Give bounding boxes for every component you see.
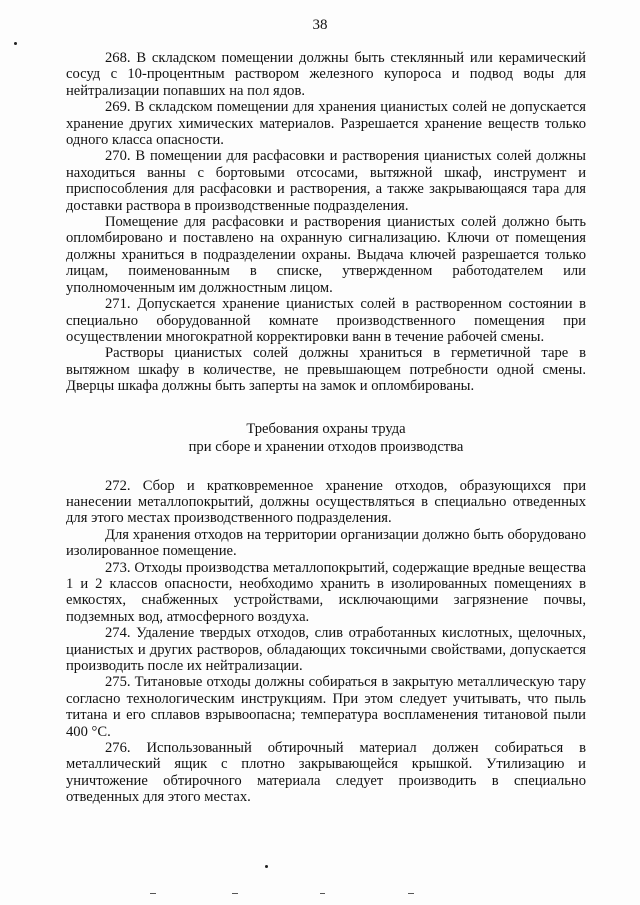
section-heading-line-2: при сборе и хранении отходов производства <box>188 438 464 455</box>
paragraph-269: 269. В складском помещении для хранения цианистых солей не допускается хранение других химических материалов. Разрешается хранение веществ только одного класса опасности. <box>66 99 586 149</box>
paragraph-271-continued: Растворы цианистых солей должны храниться в герметичной таре в вытяжном шкафу в количестве, не превышающем потребности одной смены. Дверцы шкафа должны быть заперты на замок и опломбированы. <box>66 345 586 395</box>
section-heading-line-1: Требования охраны труда <box>246 420 406 437</box>
scan-mark <box>408 893 414 894</box>
paragraph-276: 276. Использованный обтирочный материал должен собираться в металлический ящик с плотно закрывающейся крышкой. Утилизацию и уничтожение обтирочного материала следует производить в специально отведенных для этого местах. <box>66 740 586 806</box>
page-content <box>66 50 586 806</box>
paragraph-271: 271. Допускается хранение цианистых солей в растворенном состоянии в специально оборудованной комнате производственного помещения при осуществлении многократной корректировки ванн в течение рабочей смены. <box>66 296 586 345</box>
scan-mark <box>232 893 238 894</box>
scan-speck <box>14 42 17 45</box>
paragraph-270: 270. В помещении для расфасовки и растворения цианистых солей должны находиться ванны с бортовыми отсосами, вытяжной шкаф, инструмент и приспособления для расфасовки и растворения, а также закрывающаяся тара для доставки раствора в производственные подразделения. <box>66 148 586 214</box>
paragraph-274: 274. Удаление твердых отходов, слив отработанных кислотных, щелочных, цианистых и других растворов, обладающих токсичными свойствами, допускается производить после их нейтрализации. <box>66 625 586 674</box>
paragraph-268: 268. В складском помещении должны быть стеклянный или керамический сосуд с 10-процентным раствором железного купороса и подвод воды для нейтрализации попавших на пол ядов. <box>66 50 586 99</box>
paragraph-275: 275. Титановые отходы должны собираться в закрытую металлическую тару согласно технологическим инструкциям. При этом следует учитывать, что пыль титана и его сплавов взрывоопасна; температура воспламенения титановой пыли 400 °С. <box>66 674 586 740</box>
scan-mark <box>320 893 325 894</box>
section-heading <box>66 420 586 456</box>
page-number: 38 <box>312 17 328 33</box>
scan-speck <box>265 865 268 868</box>
paragraph-272-continued: Для хранения отходов на территории организации должно быть оборудовано изолированное помещение. <box>66 526 586 560</box>
paragraph-270-continued: Помещение для расфасовки и растворения цианистых солей должно быть опломбировано и поставлено на охранную сигнализацию. Ключи от помещения должны храниться в подразделении охраны. Выдача ключей разрешается только лицам, поименованным в списке, утвержденном работодателем или уполномоченным им должностным лицом. <box>66 214 586 296</box>
paragraph-273: 273. Отходы производства металлопокрытий, содержащие вредные вещества 1 и 2 классов опасности, необходимо хранить в изолированных помещениях в емкостях, снабженных устройствами, исключающими загрязнение почвы, подземных вод, атмосферного воздуха. <box>66 559 586 625</box>
scan-mark <box>150 893 156 894</box>
paragraph-272: 272. Сбор и кратковременное хранение отходов, образующихся при нанесении металлопокрытий, должны осуществляться в специально отведенных для этого местах производственного подразделения. <box>66 477 586 527</box>
